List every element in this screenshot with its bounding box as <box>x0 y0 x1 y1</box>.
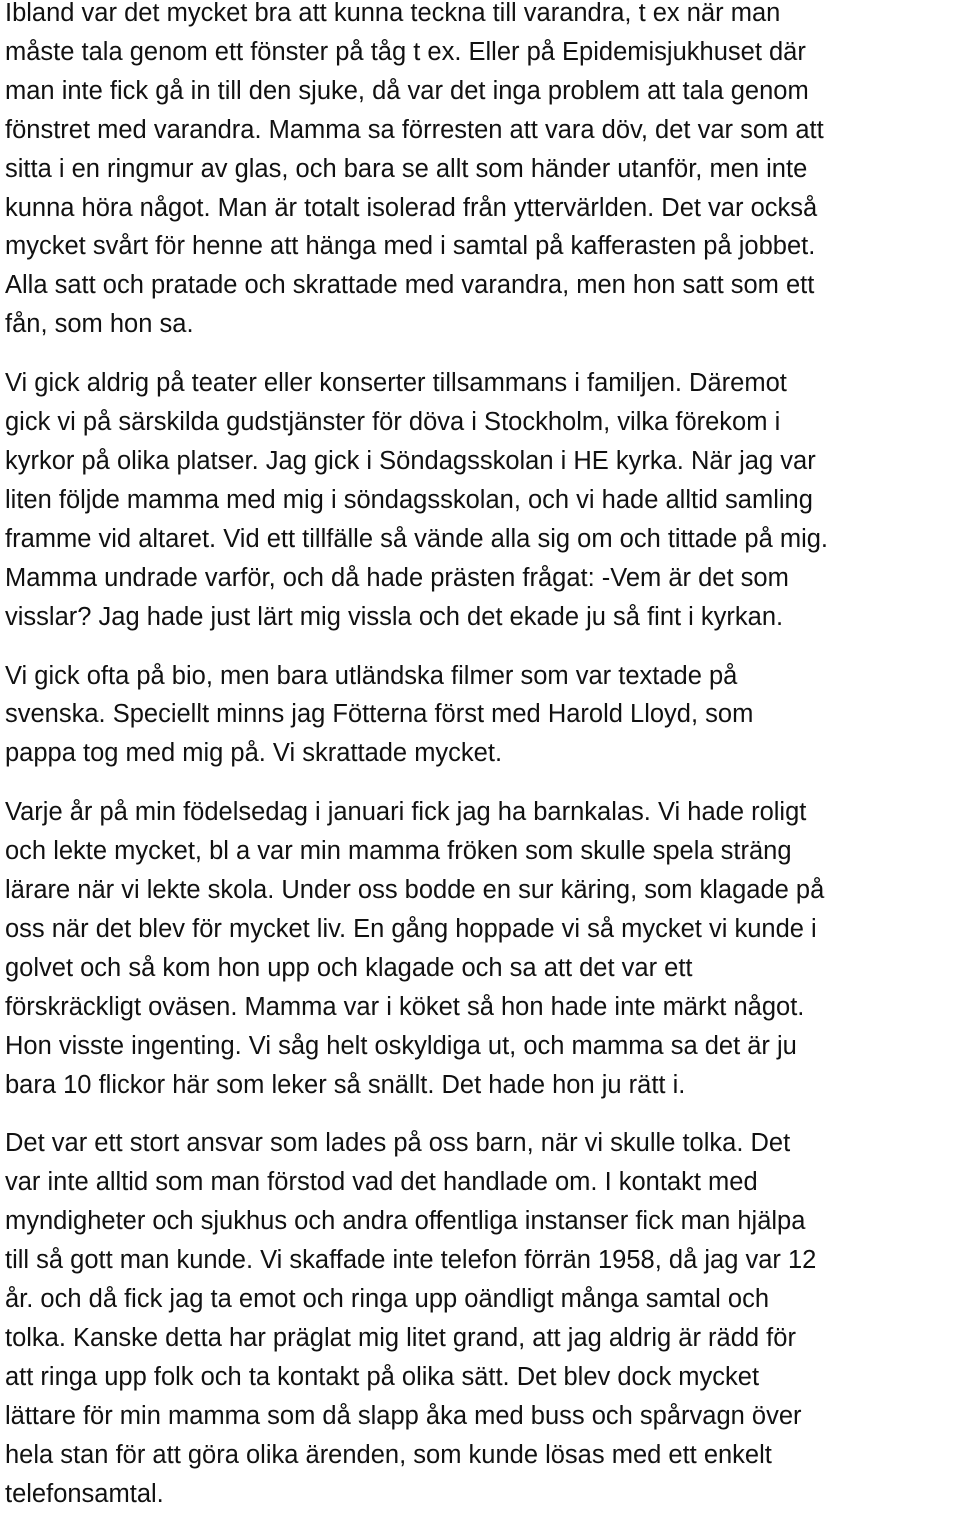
paragraph-interpreting-responsibility: Det var ett stort ansvar som lades på oss barn, när vi skulle tolka. Det var inte alltid som man förstod vad det handlade om. I kontakt med myndigheter och sjukhus och andra offentliga instanser fick man hjälpa till så gott man kunde. Vi skaffade inte telefon förrän 1958, då jag var 12 år. och då fick jag ta emot och ringa upp oändligt många samtal och tolka. Kanske detta har präglat mig litet grand, att jag aldrig är rädd för att ringa upp folk och ta kontakt på olika sätt. Det blev dock mycket lättare för min mamma som då slapp åka med buss och spårvagn över hela stan för att göra olika ärenden, som kunde lösas med ett enkelt telefonsamtal. <box>5 1129 817 1508</box>
paragraph-cinema: Vi gick ofta på bio, men bara utländska filmer som var textade på svenska. Speciellt minns jag Fötterna först med Harold Lloyd, som pappa tog med mig på. Vi skrattade mycket. <box>5 661 754 768</box>
paragraph-church-and-sunday-school: Vi gick aldrig på teater eller konserter tillsammans i familjen. Däremot gick vi på särskilda gudstjänster för döva i Stockholm, vilka förekom i kyrkor på olika platser. Jag gick i Söndagsskolan i HE kyrka. När jag var liten följde mamma med mig i söndagsskolan, och vi hade alltid samling framme vid altaret. Vid ett tillfälle så vände alla sig om och tittade på mig. Mamma undrade varför, och då hade prästen frågat: -Vem är det som visslar? Jag hade just lärt mig vissla och det ekade ju så fint i kyrkan. <box>5 369 829 631</box>
paragraph-birthday-party: Varje år på min födelsedag i januari fick jag ha barnkalas. Vi hade roligt och lekte mycket, bl a var min mamma fröken som skulle spela sträng lärare när vi lekte skola. Under oss bodde en sur käring, som klagade på oss när det blev för mycket liv. En gång hoppade vi så mycket vi kunde i golvet och så kom hon upp och klagade och sa att det var ett förskräckligt oväsen. Mamma var i köket så hon hade inte märkt något. Hon visste ingenting. Vi såg helt oskyldiga ut, och mamma sa det är ju bara 10 flickor här som leker så snällt. Det hade hon ju rätt i. <box>5 798 825 1099</box>
paragraph-deaf-communication: Ibland var det mycket bra att kunna teckna till varandra, t ex när man måste tala genom ett fönster på tåg t ex. Eller på Epidemisjukhuset där man inte fick gå in till den sjuke, då var det inga problem att tala genom fönstret med varandra. Mamma sa förresten att vara döv, det var som att sitta i en ringmur av glas, och bara se allt som händer utanför, men inte kunna höra något. Man är totalt isolerad från yttervärlden. Det var också mycket svårt för henne att hänga med i samtal på kafferasten på jobbet. Alla satt och pratade och skrattade med varandra, men hon satt som ett fån, som hon sa. <box>5 0 824 339</box>
